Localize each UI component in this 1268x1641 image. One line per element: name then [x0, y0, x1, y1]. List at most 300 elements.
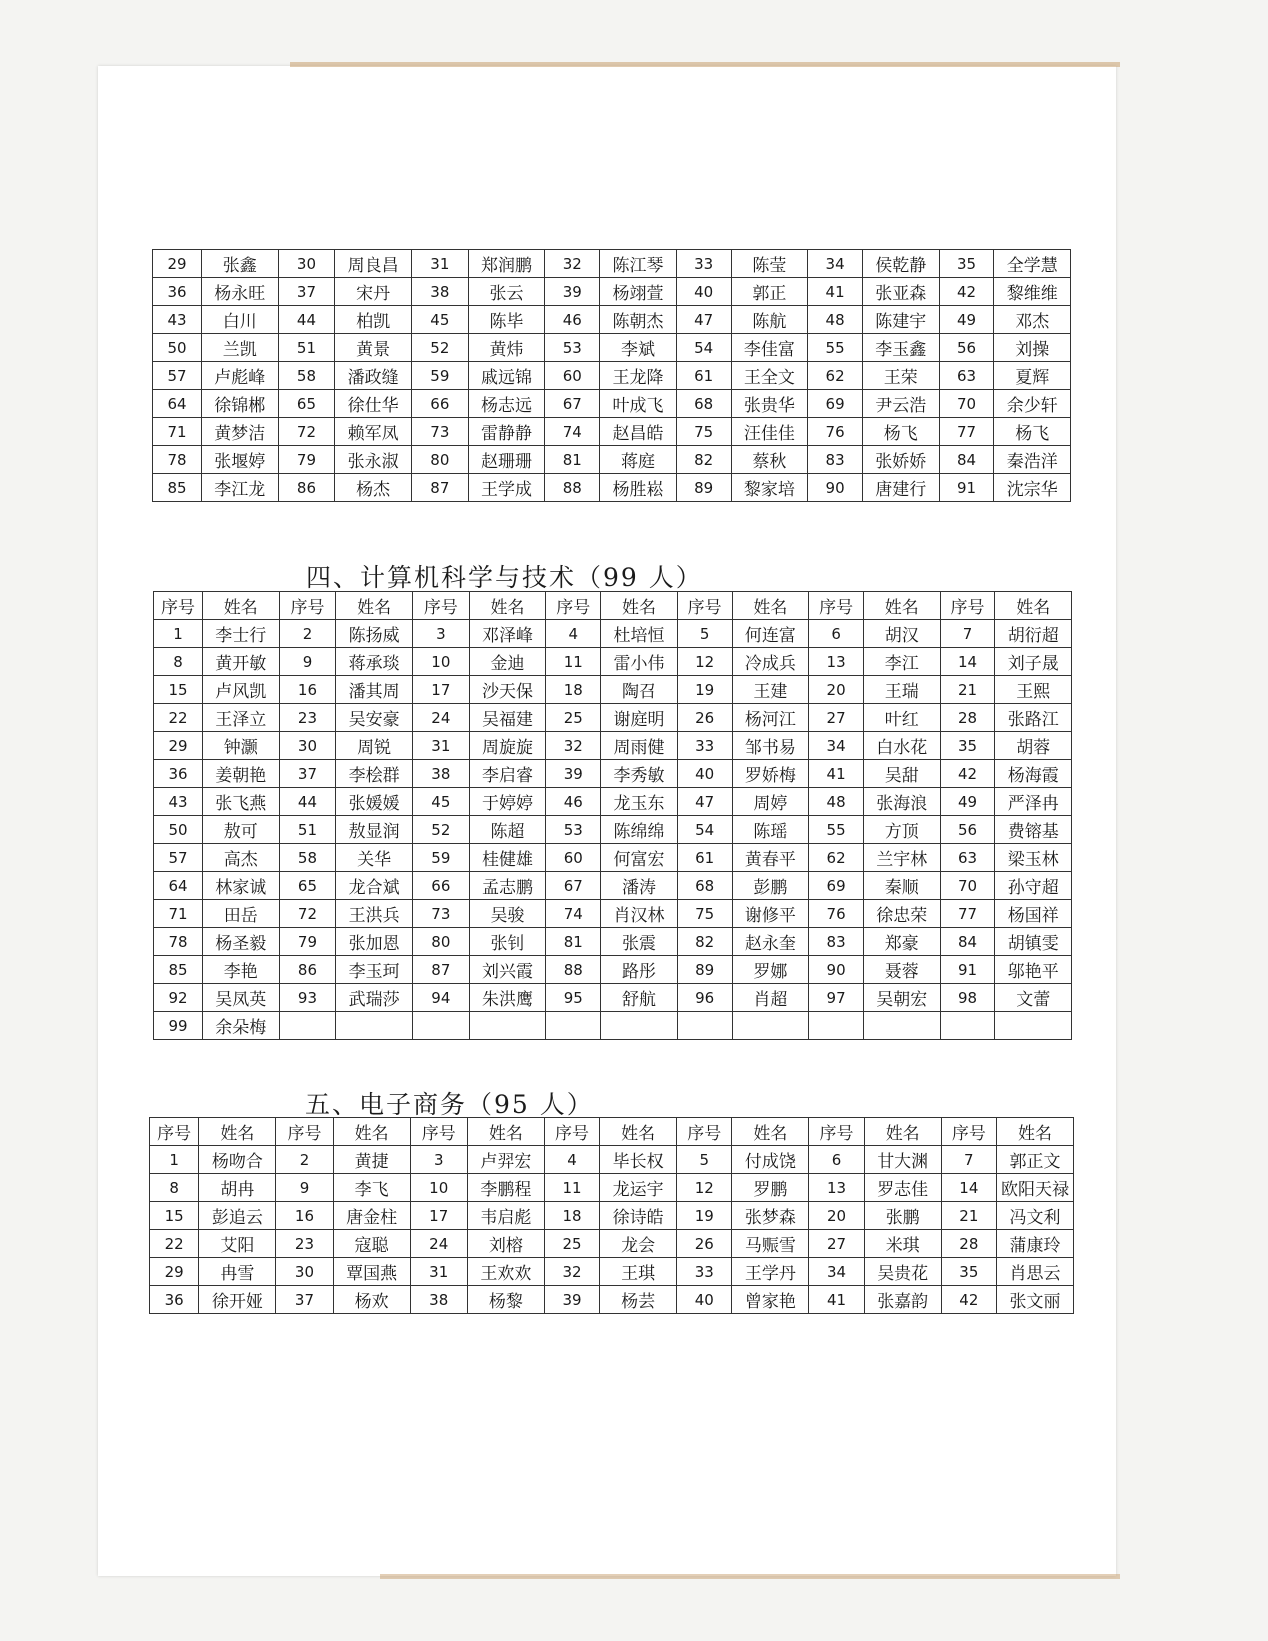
index-cell: 34	[809, 732, 864, 760]
index-cell: 83	[809, 928, 864, 956]
index-cell: 78	[153, 446, 202, 474]
name-cell: 邹书易	[732, 732, 809, 760]
name-cell: 孙守超	[995, 872, 1072, 900]
name-cell: 张云	[468, 278, 545, 306]
name-cell: 罗娜	[732, 956, 809, 984]
index-cell: 39	[546, 760, 601, 788]
header-name: 姓名	[864, 1118, 941, 1146]
header-name: 姓名	[732, 1118, 809, 1146]
name-cell: 彭鹏	[732, 872, 809, 900]
name-cell	[732, 1012, 809, 1040]
index-cell: 45	[412, 788, 469, 816]
name-cell: 田岳	[203, 900, 280, 928]
name-cell: 白水花	[864, 732, 941, 760]
name-cell: 王学成	[468, 474, 545, 502]
index-cell: 22	[154, 704, 203, 732]
name-cell: 关华	[336, 844, 413, 872]
index-cell: 39	[545, 278, 600, 306]
name-cell	[864, 1012, 941, 1040]
index-cell: 72	[278, 418, 335, 446]
table-row	[150, 1230, 1074, 1258]
name-cell: 杨志远	[468, 390, 545, 418]
index-cell: 20	[809, 1202, 864, 1230]
name-cell: 吴福建	[469, 704, 546, 732]
header-name: 姓名	[600, 1118, 677, 1146]
header-index: 序号	[809, 1118, 864, 1146]
section-5-title: 五、电子商务（95 人）	[305, 1090, 594, 1119]
name-cell: 雷小伟	[601, 648, 678, 676]
index-cell: 97	[809, 984, 864, 1012]
index-cell: 32	[546, 732, 601, 760]
index-cell: 37	[278, 278, 335, 306]
index-cell: 29	[154, 732, 203, 760]
name-cell: 余朵梅	[203, 1012, 280, 1040]
index-cell: 47	[676, 306, 731, 334]
table-row	[153, 334, 1071, 362]
name-cell: 肖超	[732, 984, 809, 1012]
header-index: 序号	[150, 1118, 199, 1146]
index-cell: 66	[412, 872, 469, 900]
name-cell: 刘榕	[467, 1230, 544, 1258]
name-cell: 冷成兵	[732, 648, 809, 676]
name-cell: 郭正文	[996, 1146, 1073, 1174]
index-cell: 9	[276, 1174, 333, 1202]
name-cell: 寇聪	[333, 1230, 410, 1258]
name-cell: 杨芸	[600, 1286, 677, 1314]
name-cell: 唐金柱	[333, 1202, 410, 1230]
name-cell: 叶红	[864, 704, 941, 732]
index-cell: 81	[546, 928, 601, 956]
name-cell: 赵永奎	[732, 928, 809, 956]
index-cell: 6	[809, 620, 864, 648]
index-cell: 17	[412, 676, 469, 704]
name-cell: 刘子晟	[995, 648, 1072, 676]
index-cell: 54	[677, 816, 732, 844]
header-name: 姓名	[995, 592, 1072, 620]
index-cell: 29	[153, 250, 202, 278]
table-row	[154, 620, 1072, 648]
header-name: 姓名	[333, 1118, 410, 1146]
index-cell: 48	[808, 306, 863, 334]
index-cell: 86	[279, 956, 336, 984]
index-cell: 33	[676, 250, 731, 278]
index-cell	[677, 1012, 732, 1040]
table-header-row	[150, 1118, 1074, 1146]
header-name: 姓名	[203, 592, 280, 620]
name-cell: 覃国燕	[333, 1258, 410, 1286]
name-cell: 刘兴霞	[469, 956, 546, 984]
table-row	[153, 474, 1071, 502]
index-cell: 95	[546, 984, 601, 1012]
index-cell: 85	[153, 474, 202, 502]
name-cell: 桂健雄	[469, 844, 546, 872]
index-cell: 24	[412, 704, 469, 732]
name-cell: 罗志佳	[864, 1174, 941, 1202]
name-cell: 王建	[732, 676, 809, 704]
name-cell: 赵昌皓	[600, 418, 677, 446]
index-cell: 62	[808, 362, 863, 390]
index-cell: 23	[279, 704, 336, 732]
index-cell: 89	[677, 956, 732, 984]
name-cell: 费镕基	[995, 816, 1072, 844]
name-cell: 杨杰	[335, 474, 412, 502]
name-cell: 汪佳佳	[731, 418, 808, 446]
index-cell: 57	[154, 844, 203, 872]
table-row	[154, 788, 1072, 816]
name-cell: 蒋承琰	[336, 648, 413, 676]
name-cell: 王学丹	[732, 1258, 809, 1286]
name-cell: 蒲康玲	[996, 1230, 1073, 1258]
index-cell: 15	[154, 676, 203, 704]
index-cell: 84	[939, 446, 994, 474]
name-cell: 沙天保	[469, 676, 546, 704]
index-cell: 56	[940, 816, 995, 844]
index-cell: 30	[276, 1258, 333, 1286]
index-cell: 24	[410, 1230, 467, 1258]
index-cell: 9	[279, 648, 336, 676]
name-cell: 胡镇雯	[995, 928, 1072, 956]
name-cell: 胡汉	[864, 620, 941, 648]
index-cell: 18	[546, 676, 601, 704]
name-cell: 张加恩	[336, 928, 413, 956]
name-cell: 吴骏	[469, 900, 546, 928]
header-name: 姓名	[732, 592, 809, 620]
index-cell: 70	[939, 390, 994, 418]
index-cell: 13	[809, 648, 864, 676]
name-cell: 陈超	[469, 816, 546, 844]
table-row	[154, 984, 1072, 1012]
name-cell: 胡衍超	[995, 620, 1072, 648]
index-cell: 67	[545, 390, 600, 418]
name-cell: 吴凤英	[203, 984, 280, 1012]
table-row	[153, 362, 1071, 390]
name-cell: 卢羿宏	[467, 1146, 544, 1174]
index-cell: 18	[544, 1202, 599, 1230]
header-name: 姓名	[601, 592, 678, 620]
header-name: 姓名	[864, 592, 941, 620]
index-cell: 21	[941, 1202, 996, 1230]
name-cell: 李秀敏	[601, 760, 678, 788]
name-cell: 高杰	[203, 844, 280, 872]
name-cell: 李江龙	[202, 474, 279, 502]
name-cell: 艾阳	[199, 1230, 276, 1258]
index-cell: 35	[940, 732, 995, 760]
index-cell: 35	[939, 250, 994, 278]
table-row	[154, 760, 1072, 788]
index-cell: 79	[278, 446, 335, 474]
index-cell: 75	[676, 418, 731, 446]
index-cell: 51	[279, 816, 336, 844]
index-cell: 71	[153, 418, 202, 446]
name-cell: 王琪	[600, 1258, 677, 1286]
index-cell: 23	[276, 1230, 333, 1258]
index-cell: 77	[940, 900, 995, 928]
header-index: 序号	[410, 1118, 467, 1146]
name-cell: 张嘉韵	[864, 1286, 941, 1314]
index-cell: 31	[410, 1258, 467, 1286]
name-cell: 李艳	[203, 956, 280, 984]
name-cell: 张鑫	[202, 250, 279, 278]
index-cell: 64	[154, 872, 203, 900]
table-e-commerce	[149, 1117, 1074, 1314]
table-row	[153, 390, 1071, 418]
name-cell: 黄春平	[732, 844, 809, 872]
index-cell: 44	[278, 306, 335, 334]
name-cell: 龙运宇	[600, 1174, 677, 1202]
name-cell: 白川	[202, 306, 279, 334]
index-cell: 69	[808, 390, 863, 418]
header-index: 序号	[809, 592, 864, 620]
index-cell: 92	[154, 984, 203, 1012]
name-cell: 蔡秋	[731, 446, 808, 474]
index-cell: 32	[544, 1258, 599, 1286]
index-cell: 90	[809, 956, 864, 984]
index-cell: 25	[544, 1230, 599, 1258]
index-cell: 28	[940, 704, 995, 732]
name-cell: 兰凯	[202, 334, 279, 362]
index-cell: 83	[808, 446, 863, 474]
index-cell: 37	[276, 1286, 333, 1314]
table-row	[154, 956, 1072, 984]
name-cell: 潘涛	[601, 872, 678, 900]
name-cell: 雷静静	[468, 418, 545, 446]
index-cell: 88	[545, 474, 600, 502]
index-cell: 51	[278, 334, 335, 362]
index-cell: 55	[808, 334, 863, 362]
name-cell: 夏辉	[994, 362, 1071, 390]
name-cell: 邓泽峰	[469, 620, 546, 648]
index-cell: 76	[809, 900, 864, 928]
index-cell: 74	[546, 900, 601, 928]
header-name: 姓名	[996, 1118, 1073, 1146]
name-cell: 张贵华	[731, 390, 808, 418]
table-row	[150, 1174, 1074, 1202]
name-cell: 陶召	[601, 676, 678, 704]
index-cell: 22	[150, 1230, 199, 1258]
name-cell: 张永淑	[335, 446, 412, 474]
index-cell: 27	[809, 704, 864, 732]
name-cell: 龙玉东	[601, 788, 678, 816]
index-cell: 76	[808, 418, 863, 446]
name-cell: 戚远锦	[468, 362, 545, 390]
name-cell: 朱洪鹰	[469, 984, 546, 1012]
index-cell: 19	[677, 1202, 732, 1230]
index-cell: 20	[809, 676, 864, 704]
name-cell: 陈朝杰	[600, 306, 677, 334]
name-cell: 王欢欢	[467, 1258, 544, 1286]
name-cell: 韦启彪	[467, 1202, 544, 1230]
name-cell: 钟灏	[203, 732, 280, 760]
index-cell: 14	[941, 1174, 996, 1202]
name-cell: 徐诗皓	[600, 1202, 677, 1230]
name-cell: 周旋旋	[469, 732, 546, 760]
name-cell: 黄开敏	[203, 648, 280, 676]
index-cell: 73	[412, 900, 469, 928]
name-cell: 李桧群	[336, 760, 413, 788]
index-cell: 37	[279, 760, 336, 788]
name-cell: 王泽立	[203, 704, 280, 732]
name-cell: 陈毕	[468, 306, 545, 334]
name-cell	[336, 1012, 413, 1040]
name-cell: 秦浩洋	[994, 446, 1071, 474]
index-cell	[546, 1012, 601, 1040]
name-cell: 杨河江	[732, 704, 809, 732]
index-cell: 33	[677, 732, 732, 760]
name-cell: 黄炜	[468, 334, 545, 362]
index-cell: 63	[940, 844, 995, 872]
index-cell: 36	[150, 1286, 199, 1314]
index-cell: 10	[410, 1174, 467, 1202]
name-cell: 李启睿	[469, 760, 546, 788]
name-cell: 毕长权	[600, 1146, 677, 1174]
index-cell: 34	[808, 250, 863, 278]
index-cell: 70	[940, 872, 995, 900]
index-cell: 40	[677, 760, 732, 788]
name-cell: 舒航	[601, 984, 678, 1012]
index-cell: 84	[940, 928, 995, 956]
name-cell: 张媛媛	[336, 788, 413, 816]
name-cell: 路彤	[601, 956, 678, 984]
index-cell: 60	[545, 362, 600, 390]
index-cell: 52	[412, 816, 469, 844]
index-cell: 67	[546, 872, 601, 900]
name-cell: 敖可	[203, 816, 280, 844]
name-cell: 黎家培	[731, 474, 808, 502]
name-cell: 徐忠荣	[864, 900, 941, 928]
index-cell: 3	[410, 1146, 467, 1174]
index-cell: 38	[412, 760, 469, 788]
index-cell: 16	[279, 676, 336, 704]
table-row	[153, 250, 1071, 278]
name-cell: 柏凯	[335, 306, 412, 334]
index-cell: 52	[411, 334, 468, 362]
name-cell: 邓杰	[994, 306, 1071, 334]
index-cell: 89	[676, 474, 731, 502]
name-cell: 方顶	[864, 816, 941, 844]
index-cell: 66	[411, 390, 468, 418]
index-cell: 71	[154, 900, 203, 928]
index-cell: 43	[154, 788, 203, 816]
index-cell: 28	[941, 1230, 996, 1258]
table-row	[153, 278, 1071, 306]
table-header-row	[154, 592, 1072, 620]
index-cell: 81	[545, 446, 600, 474]
header-name: 姓名	[469, 592, 546, 620]
name-cell: 侯乾静	[863, 250, 940, 278]
name-cell: 肖思云	[996, 1258, 1073, 1286]
name-cell: 吴甜	[864, 760, 941, 788]
index-cell: 8	[150, 1174, 199, 1202]
name-cell: 杜培恒	[601, 620, 678, 648]
index-cell: 68	[676, 390, 731, 418]
index-cell: 69	[809, 872, 864, 900]
index-cell: 82	[677, 928, 732, 956]
index-cell: 7	[941, 1146, 996, 1174]
table-row	[153, 418, 1071, 446]
name-cell: 张文丽	[996, 1286, 1073, 1314]
name-cell: 曾家艳	[732, 1286, 809, 1314]
name-cell: 罗娇梅	[732, 760, 809, 788]
index-cell: 68	[677, 872, 732, 900]
index-cell: 86	[278, 474, 335, 502]
table-row	[154, 648, 1072, 676]
index-cell: 64	[153, 390, 202, 418]
name-cell: 周良昌	[335, 250, 412, 278]
name-cell: 吴安豪	[336, 704, 413, 732]
index-cell: 46	[546, 788, 601, 816]
section-4-title: 四、计算机科学与技术（99 人）	[306, 563, 703, 592]
index-cell: 41	[809, 760, 864, 788]
index-cell: 8	[154, 648, 203, 676]
header-index: 序号	[279, 592, 336, 620]
table-row	[154, 676, 1072, 704]
index-cell: 72	[279, 900, 336, 928]
name-cell: 李佳富	[731, 334, 808, 362]
name-cell: 李鹏程	[467, 1174, 544, 1202]
name-cell: 周锐	[336, 732, 413, 760]
index-cell: 40	[676, 278, 731, 306]
table-row	[154, 928, 1072, 956]
table-row	[153, 306, 1071, 334]
name-cell: 周雨健	[601, 732, 678, 760]
table-computer-science	[153, 591, 1072, 1040]
header-index: 序号	[412, 592, 469, 620]
index-cell: 42	[940, 760, 995, 788]
index-cell: 36	[154, 760, 203, 788]
name-cell: 金迪	[469, 648, 546, 676]
header-index: 序号	[546, 592, 601, 620]
index-cell: 49	[939, 306, 994, 334]
table-row	[154, 900, 1072, 928]
name-cell: 王瑞	[864, 676, 941, 704]
name-cell: 付成饶	[732, 1146, 809, 1174]
index-cell: 34	[809, 1258, 864, 1286]
table-row	[154, 816, 1072, 844]
name-cell: 杨黎	[467, 1286, 544, 1314]
name-cell: 卢彪峰	[202, 362, 279, 390]
name-cell: 黄捷	[333, 1146, 410, 1174]
name-cell: 甘大渊	[864, 1146, 941, 1174]
paper-edge-bottom	[380, 1574, 1120, 1579]
name-cell: 黎维维	[994, 278, 1071, 306]
name-cell: 王全文	[731, 362, 808, 390]
name-cell: 全学慧	[994, 250, 1071, 278]
index-cell: 90	[808, 474, 863, 502]
name-cell: 胡蓉	[995, 732, 1072, 760]
name-cell: 梁玉林	[995, 844, 1072, 872]
name-cell: 杨飞	[994, 418, 1071, 446]
index-cell: 11	[546, 648, 601, 676]
header-index: 序号	[677, 592, 732, 620]
index-cell: 80	[411, 446, 468, 474]
name-cell: 沈宗华	[994, 474, 1071, 502]
index-cell: 4	[544, 1146, 599, 1174]
name-cell: 杨欢	[333, 1286, 410, 1314]
name-cell: 蒋庭	[600, 446, 677, 474]
table-row	[150, 1202, 1074, 1230]
index-cell: 38	[411, 278, 468, 306]
name-cell: 张堰婷	[202, 446, 279, 474]
index-cell: 1	[154, 620, 203, 648]
name-cell: 卢风凯	[203, 676, 280, 704]
index-cell: 57	[153, 362, 202, 390]
index-cell: 98	[940, 984, 995, 1012]
name-cell: 李玉珂	[336, 956, 413, 984]
name-cell: 王熙	[995, 676, 1072, 704]
name-cell: 余少轩	[994, 390, 1071, 418]
index-cell: 60	[546, 844, 601, 872]
name-cell: 于婷婷	[469, 788, 546, 816]
